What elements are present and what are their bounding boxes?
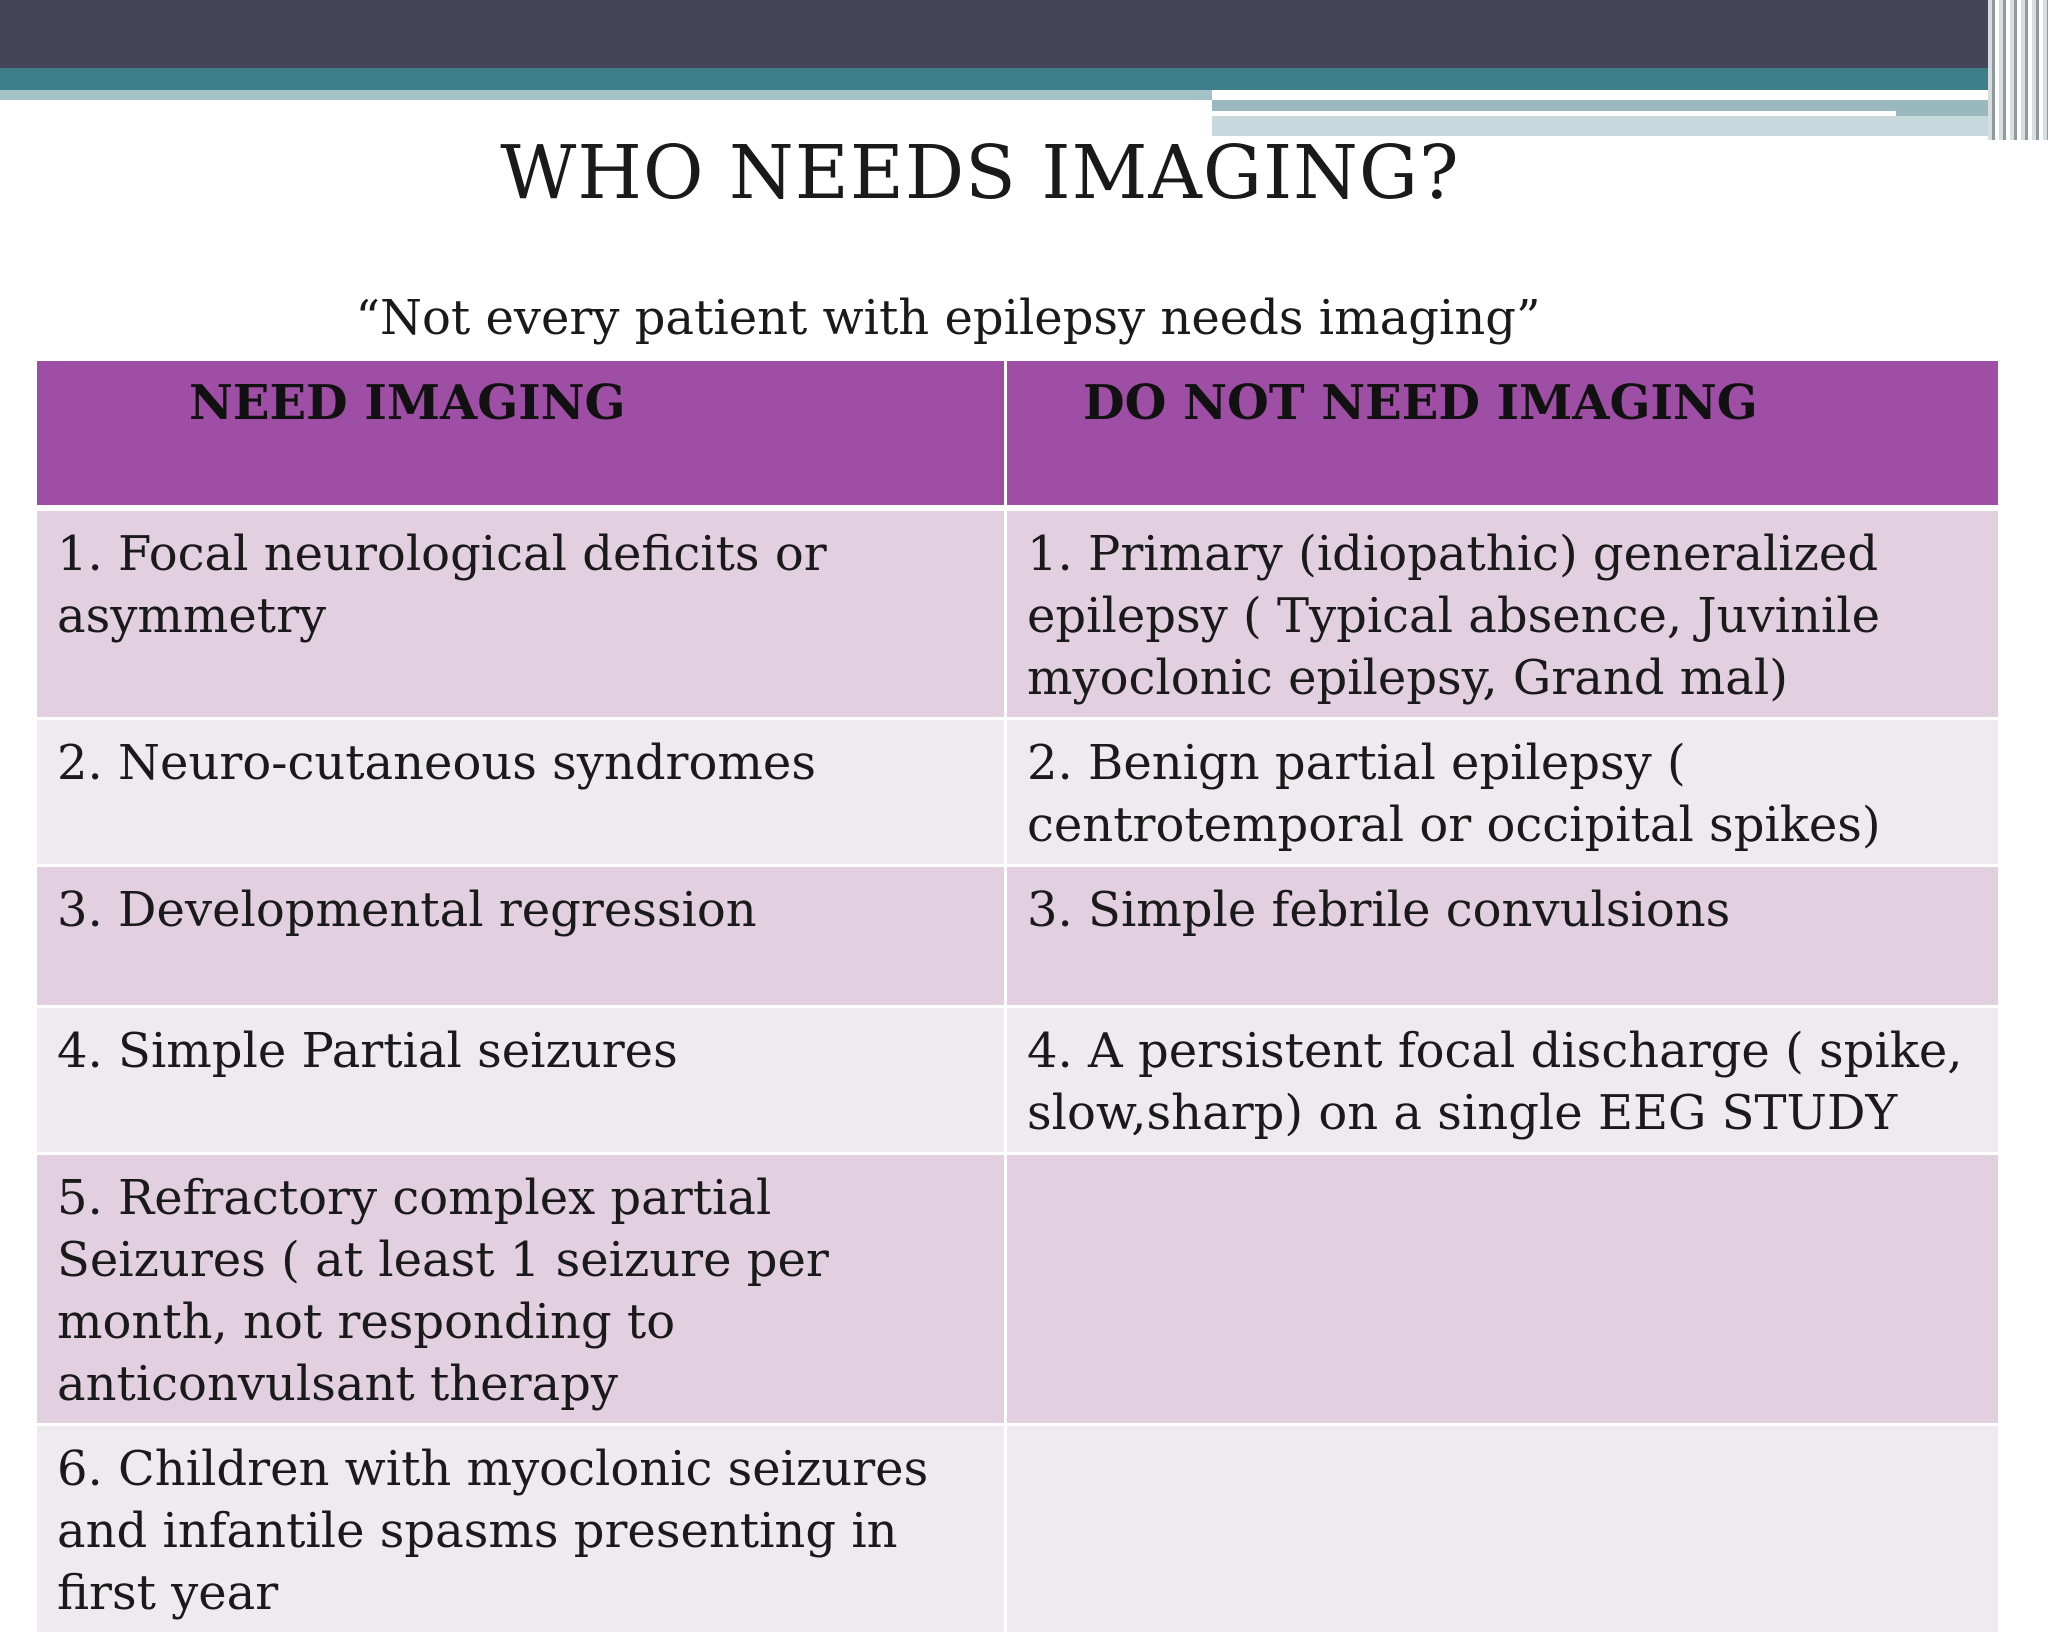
need-imaging-cell: 4. Simple Partial seizures <box>36 1007 1006 1154</box>
need-imaging-cell: 6. Children with myoclonic seizures and infantile spasms presenting in first year <box>36 1425 1006 1634</box>
table-row <box>36 866 2000 1007</box>
table-row <box>36 1154 2000 1425</box>
no-imaging-cell: 4. A persistent focal discharge ( spike, slow,sharp) on a single EEG STUDY <box>1006 1007 2000 1154</box>
table-row <box>36 508 2000 719</box>
teal-stripe <box>0 68 2048 90</box>
light-stripe <box>0 90 1212 100</box>
table-row <box>36 719 2000 866</box>
no-imaging-cell: 2. Benign partial epilepsy ( centrotemporal or occipital spikes) <box>1006 719 2000 866</box>
need-imaging-cell: 2. Neuro-cutaneous syndromes <box>36 719 1006 866</box>
header-do-not-need-imaging: DO NOT NEED IMAGING <box>1006 360 2000 509</box>
table-header-row <box>36 360 2000 509</box>
table-row <box>36 1007 2000 1154</box>
need-imaging-cell: 1. Focal neurological deficits or asymmetry <box>36 508 1006 719</box>
imaging-comparison-table <box>34 358 2001 1635</box>
no-imaging-cell: 1. Primary (idiopathic) generalized epilepsy ( Typical absence, Juvinile myoclonic epilepsy, Grand mal) <box>1006 508 2000 719</box>
table-row <box>36 1425 2000 1634</box>
top-decor-band <box>0 0 2048 68</box>
edge-line-pattern <box>1988 0 2048 140</box>
slide-title: WHO NEEDS IMAGING? <box>500 130 1460 216</box>
no-imaging-cell <box>1006 1425 2000 1634</box>
need-imaging-cell: 5. Refractory complex partial Seizures ( at least 1 seizure per month, not responding to anticonvulsant therapy <box>36 1154 1006 1425</box>
header-need-imaging: NEED IMAGING <box>36 360 1006 509</box>
white-divider-line <box>1212 111 1896 116</box>
no-imaging-cell: 3. Simple febrile convulsions <box>1006 866 2000 1007</box>
no-imaging-cell <box>1006 1154 2000 1425</box>
slide-subtitle: “Not every patient with epilepsy needs imaging” <box>355 290 1541 346</box>
need-imaging-cell: 3. Developmental regression <box>36 866 1006 1007</box>
